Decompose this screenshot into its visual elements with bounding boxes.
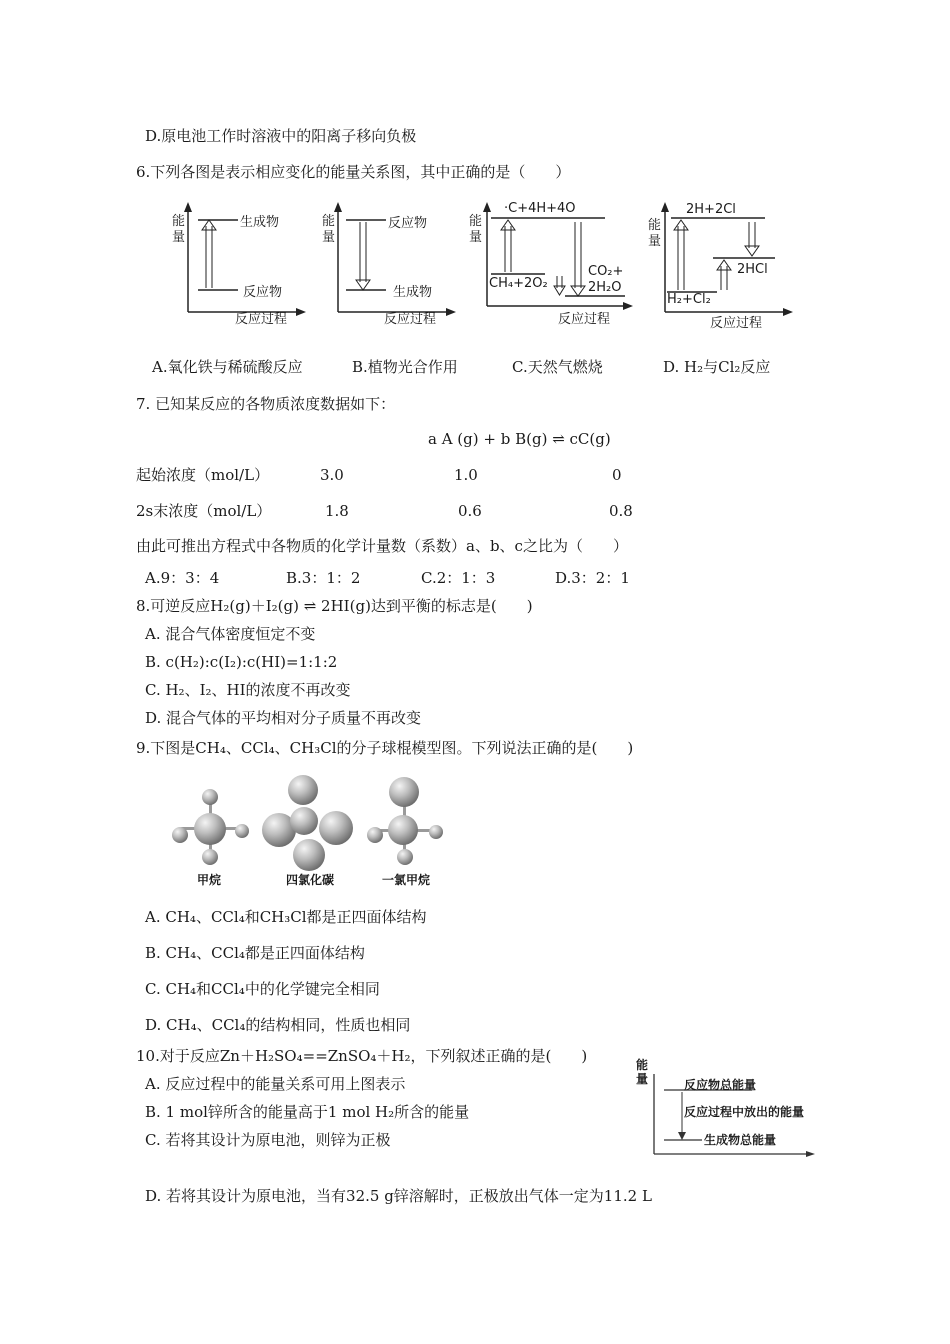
q6-stem: 6.下列各图是表示相应变化的能量关系图，其中正确的是（ ） xyxy=(136,163,571,181)
q8-option-b: B. c(H₂):c(I₂):c(HI)=1:1:2 xyxy=(145,653,338,671)
q10-axis-y: 能量 xyxy=(636,1058,649,1086)
q6-option-c: C.天然气燃烧 xyxy=(512,358,603,376)
q7-equation: a A (g) + b B(g) ⇌ cC(g) xyxy=(428,430,611,448)
q6-b-axis-x: 反应过程 xyxy=(384,312,437,327)
q6-c-left: CH₄+2O₂ xyxy=(489,276,548,291)
q6-a-axis-y: 能量 xyxy=(172,214,186,245)
q9-option-d: D. CH₄、CCl₄的结构相同，性质也相同 xyxy=(145,1016,411,1034)
q6-option-d: D. H₂与Cl₂反应 xyxy=(663,358,771,376)
q6-a-axis-x: 反应过程 xyxy=(235,312,288,327)
q6-option-a: A.氧化铁与稀硫酸反应 xyxy=(152,358,303,376)
q6-option-b: B.植物光合作用 xyxy=(352,358,458,376)
q10-option-d: D. 若将其设计为原电池，当有32.5 g锌溶解时，正极放出气体一定为11.2 L xyxy=(145,1187,652,1205)
q6-b-axis-y: 能量 xyxy=(322,214,336,245)
q9-label-methane: 甲烷 xyxy=(197,873,222,887)
q6-c-axis-x: 反应过程 xyxy=(558,312,611,327)
q9-label-ch3cl: 一氯甲烷 xyxy=(382,873,431,887)
q6-c-right-bottom: 2H₂O xyxy=(588,280,622,295)
q10-stem: 10.对于反应Zn＋H₂SO₄==ZnSO₄＋H₂，下列叙述正确的是( ) xyxy=(136,1047,588,1065)
q7-row2-label: 2s末浓度（mol/L） xyxy=(136,502,272,520)
q10-bottom-label: 生成物总能量 xyxy=(704,1133,777,1147)
q6-c-top: ·C+4H+4O xyxy=(504,201,576,216)
q9-option-b: B. CH₄、CCl₄都是正四面体结构 xyxy=(145,944,365,962)
q9-stem: 9.下图是CH₄、CCl₄、CH₃Cl的分子球棍模型图。下列说法正确的是( ) xyxy=(136,739,634,757)
q7-row2-c: 0.8 xyxy=(609,502,633,520)
q6-b-top: 反应物 xyxy=(388,216,428,231)
q6-b-bottom: 生成物 xyxy=(393,285,433,300)
q7-option-a: A.9：3：4 xyxy=(145,569,220,587)
q7-option-d: D.3：2：1 xyxy=(555,569,630,587)
q7-row1-b: 1.0 xyxy=(454,466,478,484)
q10-option-c: C. 若将其设计为原电池，则锌为正极 xyxy=(145,1131,391,1149)
q6-a-top: 生成物 xyxy=(240,215,280,230)
q7-row1-label: 起始浓度（mol/L） xyxy=(136,466,270,484)
q9-option-c: C. CH₄和CCl₄中的化学键完全相同 xyxy=(145,980,380,998)
q7-row1-a: 3.0 xyxy=(320,466,344,484)
q6-d-middle: 2HCl xyxy=(737,262,768,277)
q10-option-b: B. 1 mol锌所含的能量高于1 mol H₂所含的能量 xyxy=(145,1103,470,1121)
q7-question: 由此可推出方程式中各物质的化学计量数（系数）a、b、c之比为（ ） xyxy=(136,537,628,555)
q7-option-c: C.2：1：3 xyxy=(421,569,496,587)
q9-option-a: A. CH₄、CCl₄和CH₃Cl都是正四面体结构 xyxy=(145,908,427,926)
q7-row1-c: 0 xyxy=(612,466,622,484)
q6-c-axis-y: 能量 xyxy=(469,214,483,245)
q6-d-axis-x: 反应过程 xyxy=(710,316,763,331)
q7-stem: 7. 已知某反应的各物质浓度数据如下： xyxy=(136,395,396,413)
q6-d-top: 2H+2Cl xyxy=(686,202,736,217)
q8-option-a: A. 混合气体密度恒定不变 xyxy=(145,625,316,643)
q10-middle-label: 反应过程中放出的能量 xyxy=(684,1105,805,1119)
q8-stem: 8.可逆反应H₂(g)＋I₂(g) ⇌ 2HI(g)达到平衡的标志是( ) xyxy=(136,597,533,615)
q6-d-axis-y: 能量 xyxy=(648,218,662,249)
q10-top-label: 反应物总能量 xyxy=(684,1078,757,1092)
q6-c-right-top: CO₂+ xyxy=(588,264,624,279)
q10-option-a: A. 反应过程中的能量关系可用上图表示 xyxy=(145,1075,406,1093)
q7-row2-a: 1.8 xyxy=(325,502,349,520)
q7-option-b: B.3：1：2 xyxy=(286,569,361,587)
q8-option-d: D. 混合气体的平均相对分子质量不再改变 xyxy=(145,709,422,727)
q6-a-bottom: 反应物 xyxy=(243,285,283,300)
q7-row2-b: 0.6 xyxy=(458,502,482,520)
q8-option-c: C. H₂、I₂、HI的浓度不再改变 xyxy=(145,681,351,699)
q9-label-ccl4: 四氯化碳 xyxy=(286,873,335,887)
q5-option-d: D.原电池工作时溶液中的阳离子移向负极 xyxy=(145,127,417,145)
q6-d-bottom: H₂+Cl₂ xyxy=(667,292,711,307)
